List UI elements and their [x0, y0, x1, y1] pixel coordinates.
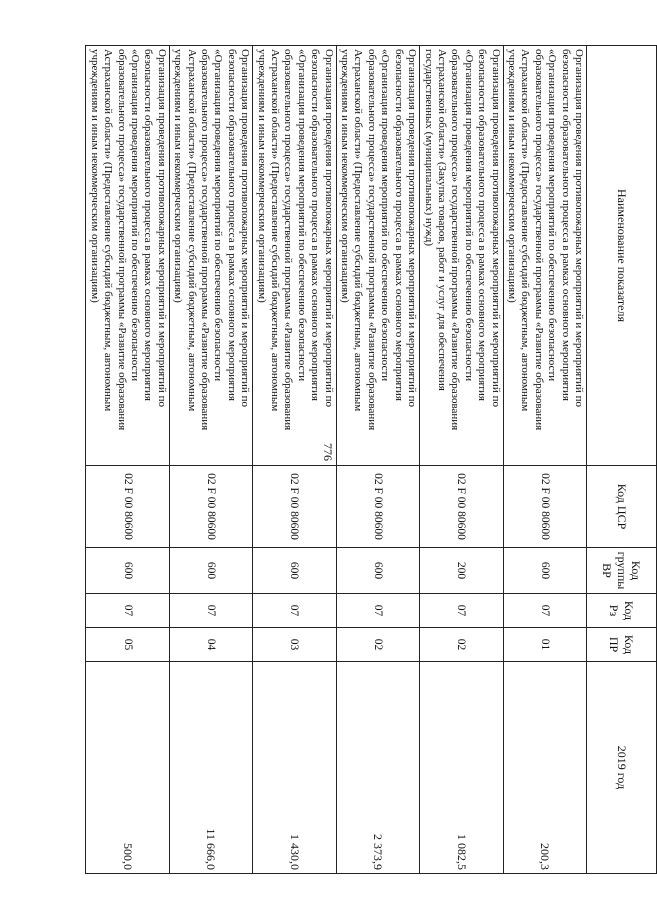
header-year: 2019 год: [587, 662, 657, 874]
row-csr: 02 F 00 80600: [336, 466, 419, 548]
row-vr: 600: [86, 548, 169, 594]
row-value: 500,0: [86, 662, 169, 874]
row-rz: 07: [336, 594, 419, 628]
row-pr: 04: [169, 628, 252, 662]
row-value: 11 666,0: [169, 662, 252, 874]
table-row: [253, 46, 336, 874]
table-row: [336, 46, 419, 874]
table-header-row: [587, 46, 657, 874]
row-rz: 07: [253, 594, 336, 628]
row-name: Организация проведения противопожарных мероприятий и мероприятий по безопасности образовательного процесса в рамках основного мероприятия «Организация проведения мероприятий по обеспечению безопасности образовательного процесса» государственной программы «Развитие образования Астраханской области» (Предоставление субсидий бюджетным, автономным учреждениям и иным некоммерческим организациям): [503, 46, 586, 466]
row-pr: 01: [503, 628, 586, 662]
table-row: [503, 46, 586, 874]
row-pr: 02: [336, 628, 419, 662]
row-rz: 07: [86, 594, 169, 628]
row-vr: 600: [336, 548, 419, 594]
row-vr: 200: [420, 548, 503, 594]
row-csr: 02 F 00 80600: [503, 466, 586, 548]
table-row: [420, 46, 503, 874]
row-name: Организация проведения противопожарных мероприятий и мероприятий по безопасности образовательного процесса в рамках основного мероприятия «Организация проведения мероприятий по обеспечению безопасности образовательного процесса» государственной программы «Развитие образования Астраханской области» (Предоставление субсидий бюджетным, автономным учреждениям и иным некоммерческим организациям): [253, 46, 336, 466]
row-value: 2 373,9: [336, 662, 419, 874]
row-value: 1 430,0: [253, 662, 336, 874]
row-rz: 07: [169, 594, 252, 628]
header-name: Наименование показателя: [587, 46, 657, 466]
table-row: [86, 46, 169, 874]
header-csr: Код ЦСР: [587, 466, 657, 548]
row-pr: 03: [253, 628, 336, 662]
header-vr: Код группы ВР: [587, 548, 657, 594]
page-number: 776: [321, 443, 335, 461]
row-pr: 05: [86, 628, 169, 662]
row-value: 200,3: [503, 662, 586, 874]
row-csr: 02 F 00 80600: [169, 466, 252, 548]
row-csr: 02 F 00 80600: [86, 466, 169, 548]
row-name: Организация проведения противопожарных мероприятий и мероприятий по безопасности образовательного процесса в рамках основного мероприятия «Организация проведения мероприятий по обеспечению безопасности образовательного процесса» государственной программы «Развитие образования Астраханской области» (Предоставление субсидий бюджетным, автономным учреждениям и иным некоммерческим организациям): [169, 46, 252, 466]
row-vr: 600: [503, 548, 586, 594]
header-rz: Код Рз: [587, 594, 657, 628]
row-vr: 600: [253, 548, 336, 594]
row-value: 1 082,5: [420, 662, 503, 874]
budget-table: [85, 45, 657, 874]
row-csr: 02 F 00 80600: [420, 466, 503, 548]
rotated-table-container: [0, 45, 657, 870]
row-vr: 600: [169, 548, 252, 594]
row-name: Организация проведения противопожарных мероприятий и мероприятий по безопасности образовательного процесса в рамках основного мероприятия «Организация проведения мероприятий по обеспечению безопасности образовательного процесса» государственной программы «Развитие образования Астраханской области» (Предоставление субсидий бюджетным, автономным учреждениям и иным некоммерческим организациям): [336, 46, 419, 466]
header-pr: Код ПР: [587, 628, 657, 662]
row-csr: 02 F 00 80600: [253, 466, 336, 548]
row-rz: 07: [420, 594, 503, 628]
row-name: Организация проведения противопожарных мероприятий и мероприятий по безопасности образовательного процесса в рамках основного мероприятия «Организация проведения мероприятий по обеспечению безопасности образовательного процесса» государственной программы «Развитие образования Астраханской области» (Закупка товаров, работ и услуг для обеспечения государственных (муниципальных) нужд): [420, 46, 503, 466]
row-name: Организация проведения противопожарных мероприятий и мероприятий по безопасности образовательного процесса в рамках основного мероприятия «Организация проведения мероприятий по обеспечению безопасности образовательного процесса» государственной программы «Развитие образования Астраханской области» (Предоставление субсидий бюджетным, автономным учреждениям и иным некоммерческим организациям): [86, 46, 169, 466]
table-row: [169, 46, 252, 874]
row-rz: 07: [503, 594, 586, 628]
row-pr: 02: [420, 628, 503, 662]
table-wrapper: [88, 45, 657, 873]
